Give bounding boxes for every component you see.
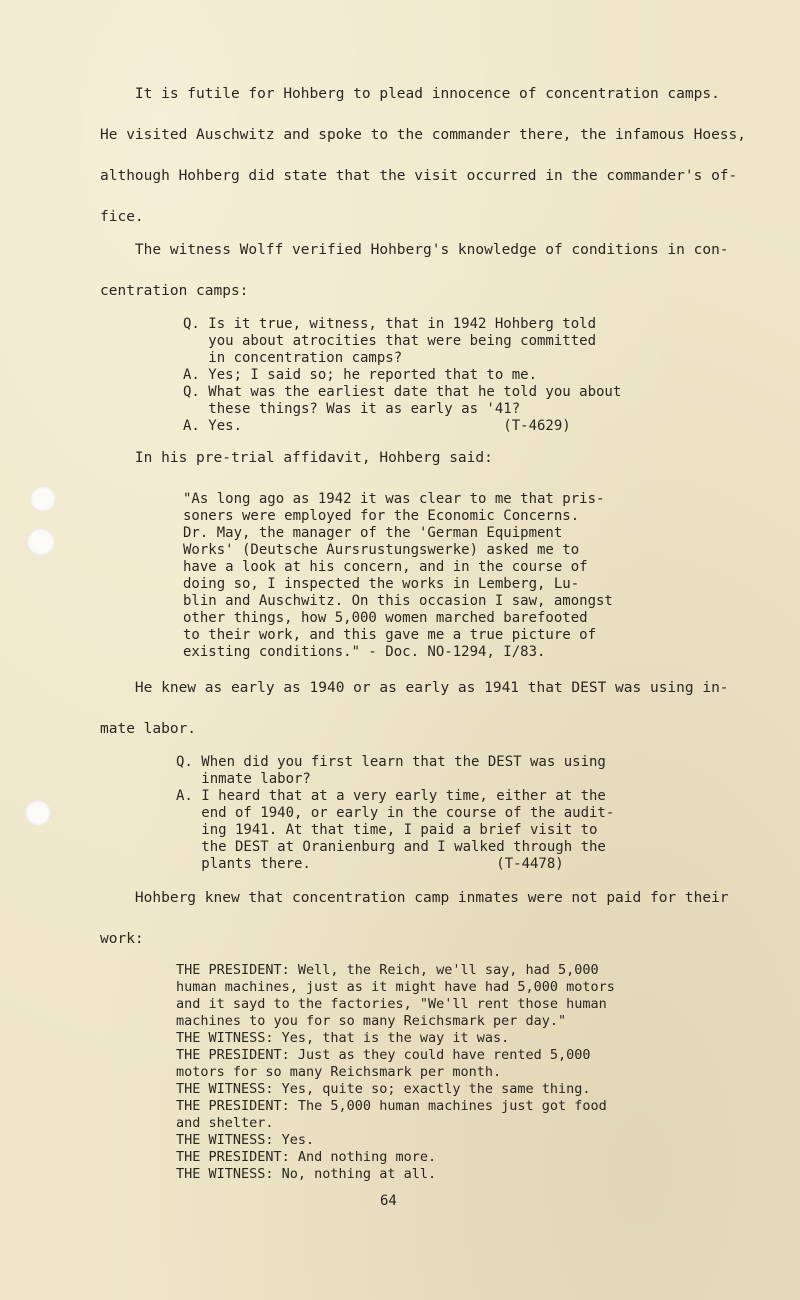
text-line: It is futile for Hohberg to plead innocence of concentration camps. (100, 86, 720, 102)
testimony-line: inmate labor? (176, 771, 311, 787)
affidavit-line: soners were employed for the Economic Concerns. (183, 508, 580, 524)
affidavit-line: other things, how 5,000 women marched barefooted (183, 610, 588, 626)
text-line: work: (100, 931, 144, 947)
testimony-line: THE PRESIDENT: The 5,000 human machines just got food (176, 1098, 607, 1114)
text-line: Hohberg knew that concentration camp inmates were not paid for their (100, 890, 729, 906)
testimony-line: end of 1940, or early in the course of the audit- (176, 805, 615, 821)
testimony-line: human machines, just as it might have had 5,000 motors (176, 979, 615, 995)
testimony-line: these things? Was it as early as '41? (183, 401, 521, 417)
affidavit-line: have a look at his concern, and in the course of (183, 559, 588, 575)
testimony-line: Q. Is it true, witness, that in 1942 Hohberg told (183, 316, 597, 332)
text-line: In his pre-trial affidavit, Hohberg said: (100, 450, 493, 466)
text-line: He visited Auschwitz and spoke to the commander there, the infamous Hoess, (100, 127, 747, 143)
testimony-line: machines to you for so many Reichsmark per day." (176, 1013, 567, 1029)
testimony-line: the DEST at Oranienburg and I walked through the (176, 839, 606, 855)
text-line: mate labor. (100, 721, 197, 737)
text-line: He knew as early as 1940 or as early as 1941 that DEST was using in- (100, 680, 729, 696)
page-number: 64 (380, 1193, 397, 1209)
testimony-line: THE WITNESS: Yes, that is the way it was. (176, 1030, 510, 1046)
testimony-line: and shelter. (176, 1115, 274, 1131)
punch-hole (30, 486, 56, 512)
testimony-line: you about atrocities that were being committed (183, 333, 597, 349)
testimony-line: A. Yes. (T-4629) (183, 418, 571, 434)
testimony-line: plants there. (T-4478) (176, 856, 564, 872)
testimony-excerpt-dest (176, 754, 614, 873)
testimony-line: ing 1941. At that time, I paid a brief visit to (176, 822, 598, 838)
affidavit-line: existing conditions." - Doc. NO-1294, I/83. (183, 644, 546, 660)
punch-hole (27, 528, 55, 556)
affidavit-line: blin and Auschwitz. On this occasion I saw, amongst (183, 593, 613, 609)
affidavit-excerpt (183, 491, 613, 661)
punch-hole (25, 800, 51, 826)
text-line: fice. (100, 209, 144, 225)
testimony-line: motors for so many Reichsmark per month. (176, 1064, 502, 1080)
text-line: centration camps: (100, 283, 249, 299)
testimony-excerpt-president (176, 962, 615, 1183)
paragraph-hoess-visit (100, 74, 747, 238)
affidavit-line: "As long ago as 1942 it was clear to me that pris- (183, 491, 605, 507)
text-line: The witness Wolff verified Hohberg's knowledge of conditions in con- (100, 242, 729, 258)
paragraph-not-paid (100, 878, 729, 960)
affidavit-line: to their work, and this gave me a true picture of (183, 627, 597, 643)
paragraph-affidavit-intro (100, 438, 720, 479)
testimony-line: THE WITNESS: Yes, quite so; exactly the same thing. (176, 1081, 591, 1097)
testimony-line: and it sayd to the factories, "We'll rent those human (176, 996, 607, 1012)
affidavit-line: Dr. May, the manager of the 'German Equipment (183, 525, 563, 541)
testimony-line: A. I heard that at a very early time, either at the (176, 788, 606, 804)
affidavit-line: Works' (Deutsche Aursrustungswerke) asked me to (183, 542, 580, 558)
testimony-line: THE PRESIDENT: Well, the Reich, we'll say, had 5,000 (176, 962, 599, 978)
testimony-line: THE PRESIDENT: And nothing more. (176, 1149, 437, 1165)
testimony-line: THE WITNESS: Yes. (176, 1132, 315, 1148)
testimony-line: THE PRESIDENT: Just as they could have rented 5,000 (176, 1047, 591, 1063)
testimony-line: Q. When did you first learn that the DEST was using (176, 754, 606, 770)
testimony-excerpt-wolff (183, 316, 621, 435)
testimony-line: in concentration camps? (183, 350, 403, 366)
paragraph-inmate-labor (100, 668, 729, 750)
testimony-line: A. Yes; I said so; he reported that to me. (183, 367, 538, 383)
affidavit-line: doing so, I inspected the works in Lemberg, Lu- (183, 576, 580, 592)
text-line: although Hohberg did state that the visit occurred in the commander's of- (100, 168, 738, 184)
testimony-line: THE WITNESS: No, nothing at all. (176, 1166, 437, 1182)
paragraph-wolff-testimony (100, 230, 729, 312)
testimony-line: Q. What was the earliest date that he told you about (183, 384, 622, 400)
